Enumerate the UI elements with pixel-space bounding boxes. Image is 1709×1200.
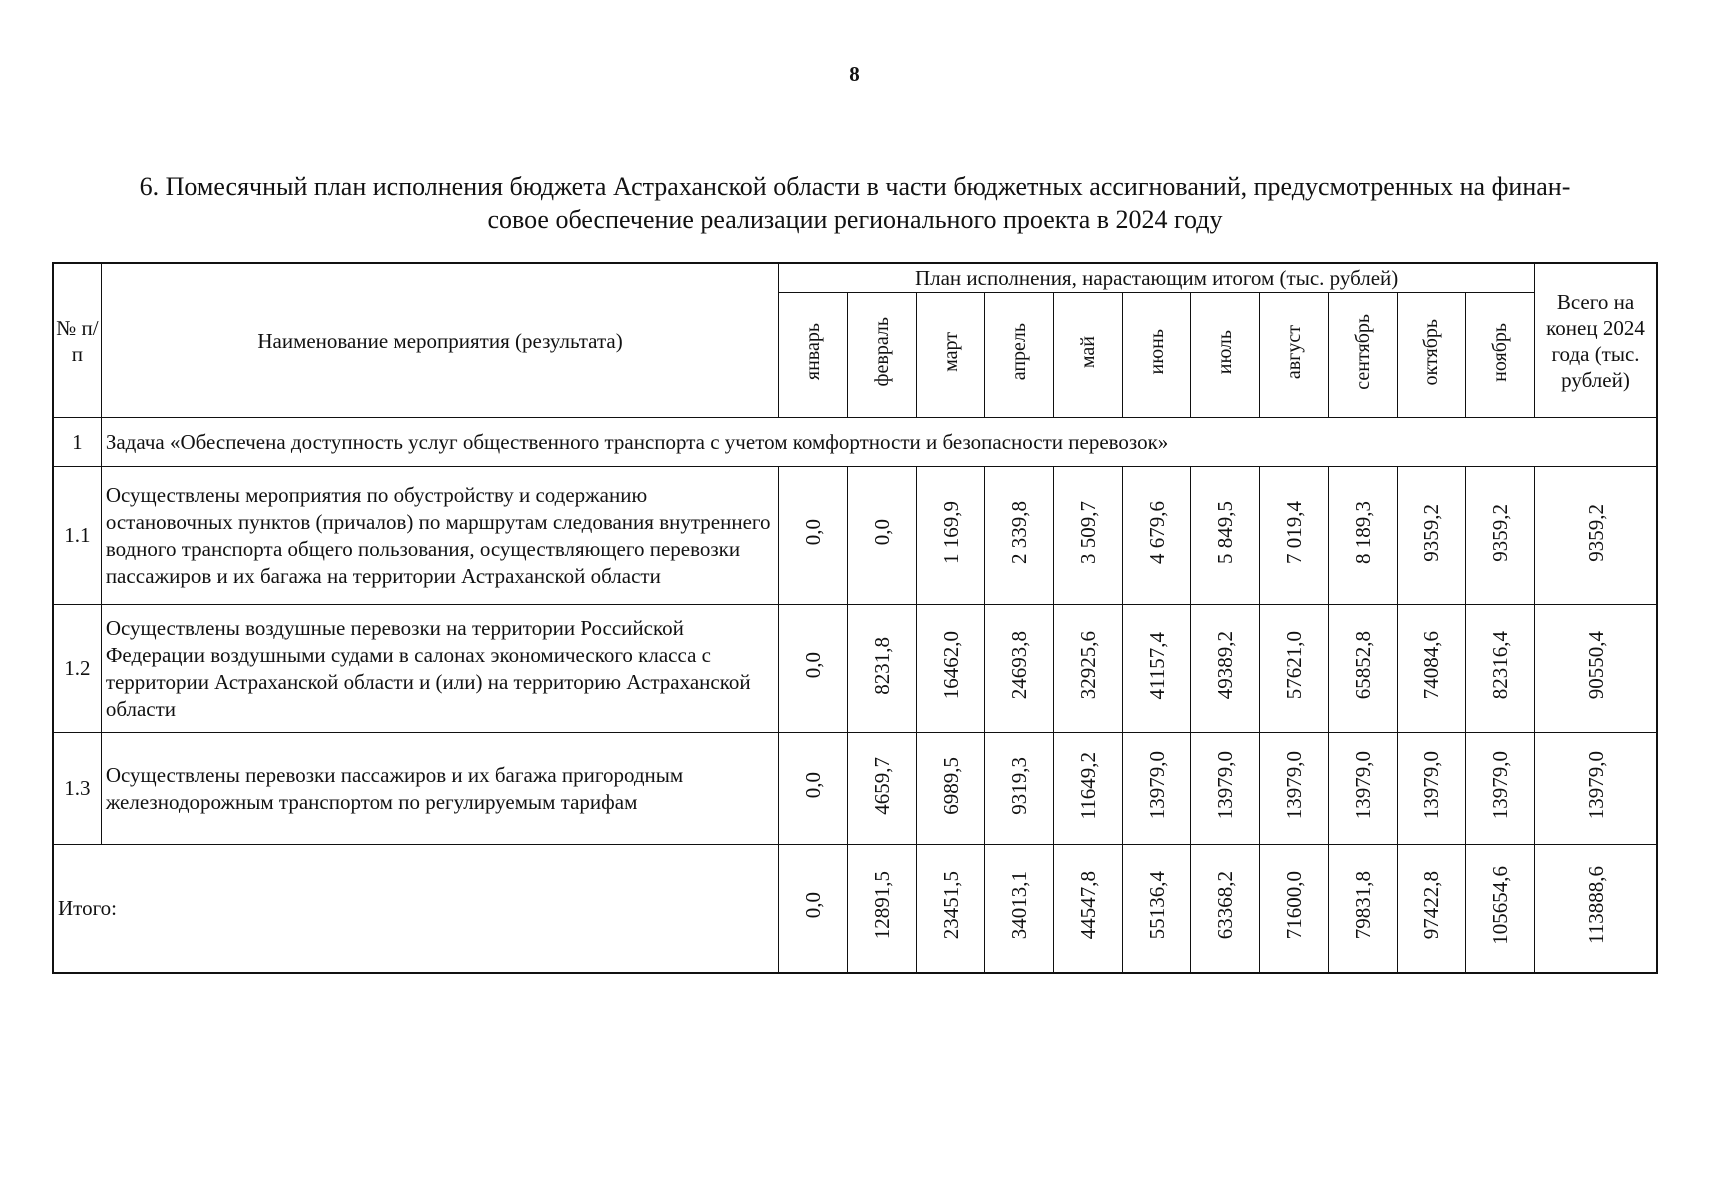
month-value-cell	[847, 467, 916, 605]
total-month-value-cell-text: 55136,4	[1144, 871, 1169, 940]
month-header-label: июнь	[1145, 329, 1168, 375]
total-month-value-cell	[1260, 845, 1329, 973]
row-name: Осуществлены мероприятия по обустройству и содержанию остановочных пунктов (причалов) по маршрутам следования внутреннего водного транспорта общего пользования, осуществляющего перевозки пассажиров и их багажа на территории Астраханской области	[101, 467, 778, 605]
month-header-9	[1397, 293, 1466, 418]
task-row	[53, 418, 1657, 467]
month-value-cell	[985, 467, 1054, 605]
month-value-cell-text: 0,0	[801, 519, 826, 546]
month-header-label: май	[1076, 335, 1099, 369]
month-header-7	[1260, 293, 1329, 418]
month-value-cell-text: 74084,6	[1419, 631, 1444, 700]
month-value-cell	[916, 733, 985, 845]
total-month-value-cell	[1466, 845, 1535, 973]
month-header-label: ноябрь	[1489, 322, 1512, 382]
table-row	[53, 733, 1657, 845]
document-title-line-1: 6. Помесячный план исполнения бюджета Астраханской области в части бюджетных ассигнований, предусмотренных на финан-	[139, 172, 1571, 201]
month-value-cell-text: 13979,0	[1282, 751, 1307, 820]
row-total-cell	[1535, 467, 1658, 605]
month-header-label: июль	[1214, 329, 1237, 375]
month-value-cell	[1397, 605, 1466, 733]
month-value-cell-text: 41157,4	[1144, 631, 1169, 700]
month-header-label: февраль	[870, 317, 893, 387]
month-value-cell	[916, 467, 985, 605]
month-value-cell-text: 9319,3	[1007, 756, 1032, 815]
month-header-0	[779, 293, 848, 418]
month-value-cell	[1466, 733, 1535, 845]
month-value-cell	[985, 605, 1054, 733]
month-header-label: октябрь	[1420, 318, 1443, 386]
grand-total-cell	[1535, 845, 1658, 973]
month-value-cell-text: 82316,4	[1488, 631, 1513, 700]
total-month-value-cell-text: 79831,8	[1350, 871, 1375, 940]
month-value-cell-text: 13979,0	[1213, 751, 1238, 820]
month-value-cell-text: 13979,0	[1419, 751, 1444, 820]
month-value-cell-text: 49389,2	[1213, 631, 1238, 700]
row-name: Осуществлены перевозки пассажиров и их багажа пригородным железнодорожным транспортом по регулируемым тарифам	[101, 733, 778, 845]
row-name: Осуществлены воздушные перевозки на территории Российской Федерации воздушными судами в салонах экономического класса с территории Астраханской области и (или) на территорию Астраханской области	[101, 605, 778, 733]
month-header-label: март	[939, 332, 962, 372]
month-header-label: апрель	[1008, 323, 1031, 381]
total-month-value-cell	[916, 845, 985, 973]
month-value-cell-text: 3 509,7	[1075, 501, 1100, 564]
month-value-cell	[1260, 605, 1329, 733]
row-total-cell	[1535, 733, 1658, 845]
month-value-cell	[1260, 733, 1329, 845]
month-header-8	[1328, 293, 1397, 418]
total-month-value-cell-text: 34013,1	[1007, 871, 1032, 940]
total-month-value-cell	[1328, 845, 1397, 973]
task-number: 1	[53, 418, 101, 467]
month-value-cell	[1328, 733, 1397, 845]
month-value-cell	[1466, 605, 1535, 733]
header-number: № п/п	[53, 263, 101, 418]
header-plan-group: План исполнения, нарастающим итогом (тыс. рублей)	[779, 263, 1535, 293]
month-header-1	[847, 293, 916, 418]
task-text: Задача «Обеспечена доступность услуг общественного транспорта с учетом комфортности и безопасности перевозок»	[101, 418, 1657, 467]
month-value-cell-text: 11649,2	[1075, 751, 1100, 820]
month-value-cell	[1191, 467, 1260, 605]
budget-plan-table	[52, 262, 1658, 974]
total-month-value-cell-text: 71600,0	[1282, 871, 1307, 940]
table-row	[53, 467, 1657, 605]
total-month-value-cell-text: 12891,5	[869, 871, 894, 940]
month-header-label: январь	[802, 323, 825, 381]
total-month-value-cell-text: 105654,6	[1488, 865, 1513, 945]
month-value-cell-text: 32925,6	[1075, 631, 1100, 700]
month-value-cell	[779, 467, 848, 605]
month-header-3	[985, 293, 1054, 418]
total-row-label: Итого:	[53, 845, 779, 973]
month-value-cell-text: 0,0	[801, 772, 826, 799]
month-value-cell-text: 5 849,5	[1213, 501, 1238, 564]
month-header-10	[1466, 293, 1535, 418]
month-value-cell	[1054, 467, 1123, 605]
total-month-value-cell	[1122, 845, 1191, 973]
month-value-cell	[1191, 605, 1260, 733]
month-header-5	[1122, 293, 1191, 418]
month-value-cell	[1328, 467, 1397, 605]
grand-total-cell-text: 113888,6	[1583, 866, 1608, 945]
month-header-label: август	[1283, 324, 1306, 380]
total-month-value-cell-text: 63368,2	[1213, 871, 1238, 940]
month-value-cell-text: 65852,8	[1350, 631, 1375, 700]
month-value-cell	[779, 605, 848, 733]
row-total-cell-text: 9359,2	[1583, 503, 1608, 562]
total-row	[53, 845, 1657, 973]
total-month-value-cell-text: 23451,5	[938, 871, 963, 940]
row-total-cell-text: 13979,0	[1583, 751, 1608, 820]
row-number: 1.3	[53, 733, 101, 845]
total-month-value-cell	[985, 845, 1054, 973]
total-month-value-cell	[1191, 845, 1260, 973]
month-value-cell-text: 16462,0	[938, 631, 963, 700]
total-month-value-cell-text: 44547,8	[1075, 871, 1100, 940]
header-total: Всего на конец 2024 года (тыс. рублей)	[1535, 263, 1658, 418]
month-value-cell-text: 57621,0	[1282, 631, 1307, 700]
month-value-cell	[1054, 733, 1123, 845]
month-value-cell	[1122, 467, 1191, 605]
month-value-cell-text: 6989,5	[938, 756, 963, 815]
total-month-value-cell	[1397, 845, 1466, 973]
month-value-cell	[1122, 733, 1191, 845]
document-title	[55, 170, 1655, 236]
total-month-value-cell-text: 0,0	[801, 892, 826, 919]
row-number: 1.1	[53, 467, 101, 605]
month-value-cell-text: 13979,0	[1488, 751, 1513, 820]
month-value-cell-text: 8231,8	[869, 636, 894, 695]
month-header-2	[916, 293, 985, 418]
month-value-cell-text: 9359,2	[1488, 503, 1513, 562]
month-value-cell	[1397, 467, 1466, 605]
month-value-cell	[847, 605, 916, 733]
month-value-cell-text: 24693,8	[1007, 631, 1032, 700]
month-value-cell-text: 0,0	[801, 652, 826, 679]
month-value-cell	[1054, 605, 1123, 733]
month-value-cell	[985, 733, 1054, 845]
month-value-cell	[1122, 605, 1191, 733]
month-value-cell	[1328, 605, 1397, 733]
month-header-6	[1191, 293, 1260, 418]
month-value-cell-text: 0,0	[869, 519, 894, 546]
month-header-4	[1054, 293, 1123, 418]
month-value-cell	[1397, 733, 1466, 845]
month-value-cell	[779, 733, 848, 845]
month-value-cell-text: 13979,0	[1350, 751, 1375, 820]
page-number: 8	[849, 62, 860, 86]
total-month-value-cell	[779, 845, 848, 973]
document-title-line-2: совое обеспечение реализации регионального проекта в 2024 году	[487, 205, 1223, 234]
row-number: 1.2	[53, 605, 101, 733]
header-name: Наименование мероприятия (результата)	[101, 263, 778, 418]
month-value-cell	[847, 733, 916, 845]
month-value-cell-text: 13979,0	[1144, 751, 1169, 820]
month-value-cell	[916, 605, 985, 733]
row-total-cell	[1535, 605, 1658, 733]
row-total-cell-text: 90550,4	[1583, 631, 1608, 700]
total-month-value-cell	[1054, 845, 1123, 973]
month-value-cell	[1260, 467, 1329, 605]
month-value-cell-text: 4659,7	[869, 756, 894, 815]
total-month-value-cell-text: 97422,8	[1419, 871, 1444, 940]
month-header-label: сентябрь	[1351, 314, 1374, 390]
month-value-cell-text: 2 339,8	[1007, 501, 1032, 564]
month-value-cell-text: 8 189,3	[1350, 501, 1375, 564]
month-value-cell-text: 4 679,6	[1144, 501, 1169, 564]
month-value-cell-text: 9359,2	[1419, 503, 1444, 562]
total-month-value-cell	[847, 845, 916, 973]
month-value-cell	[1191, 733, 1260, 845]
month-value-cell-text: 7 019,4	[1282, 501, 1307, 564]
month-value-cell	[1466, 467, 1535, 605]
month-value-cell-text: 1 169,9	[938, 501, 963, 564]
table-row	[53, 605, 1657, 733]
